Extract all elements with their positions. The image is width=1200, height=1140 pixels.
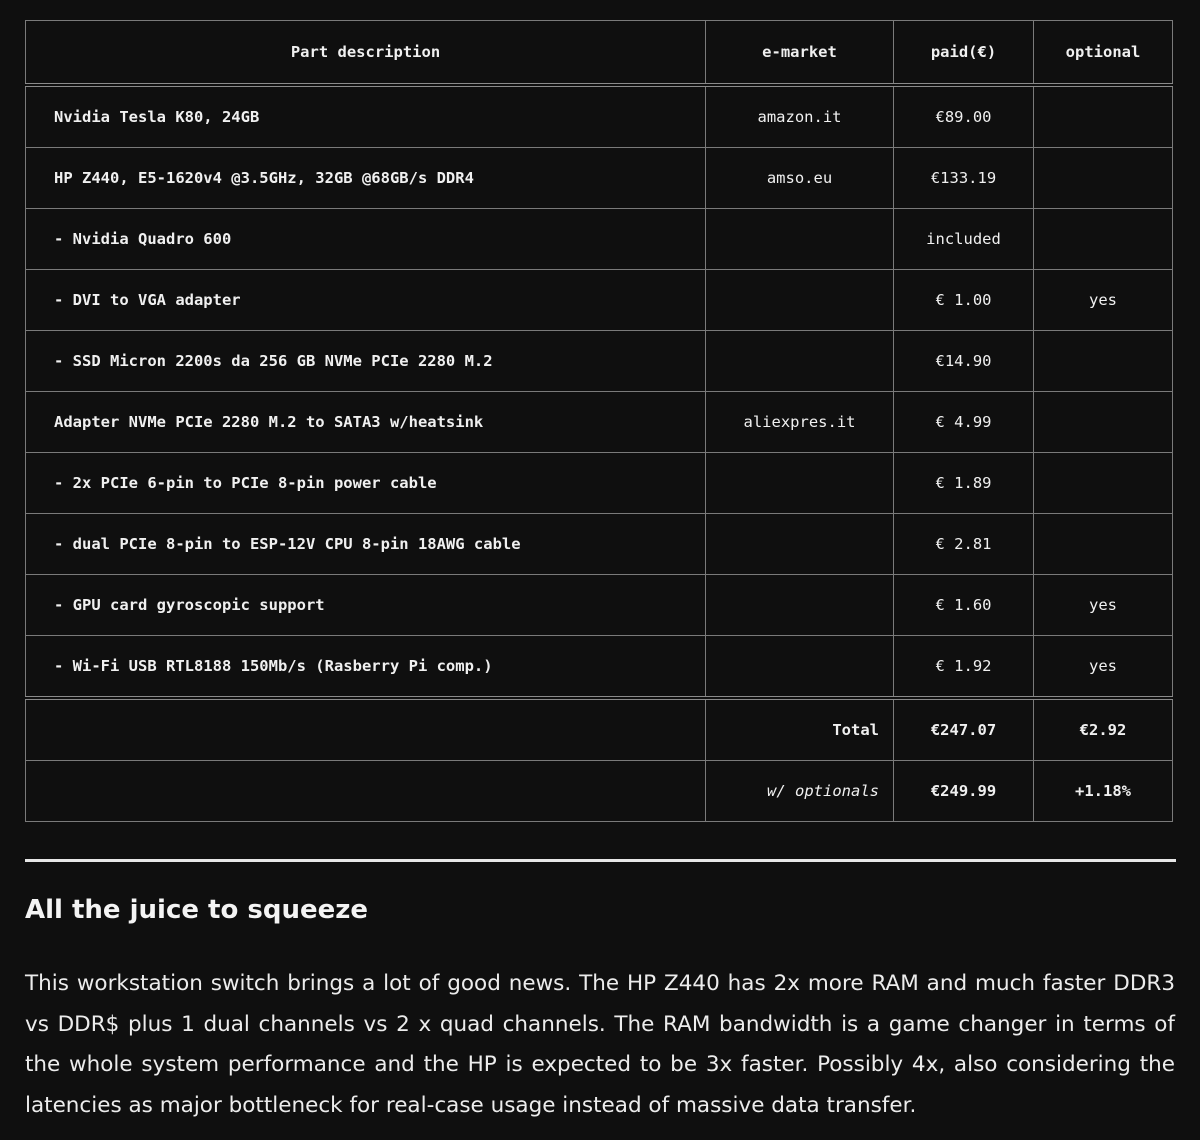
cell-description: - Wi-Fi USB RTL8188 150Mb/s (Rasberry Pi comp.) xyxy=(26,636,706,699)
cell-market xyxy=(706,514,894,575)
header-optional: optional xyxy=(1034,21,1173,86)
parts-table-container xyxy=(25,20,1175,822)
cell-description: - Nvidia Quadro 600 xyxy=(26,209,706,270)
section-paragraph: This workstation switch brings a lot of good news. The HP Z440 has 2x more RAM and much faster DDR3 vs DDR$ plus 1 dual channels vs 2 x quad channels. The RAM bandwidth is a game changer in terms of the whole system performance and the HP is expected to be 3x faster. Possibly 4x, also considering the latencies as major bottleneck for real-case usage instead of massive data transfer. xyxy=(25,971,1175,1118)
section-divider xyxy=(25,859,1176,862)
with-optionals-label: w/ optionals xyxy=(706,761,894,822)
cell-optional xyxy=(1034,514,1173,575)
table-row xyxy=(26,636,1173,699)
cell-market: aliexpres.it xyxy=(706,392,894,453)
header-paid: paid(€) xyxy=(894,21,1034,86)
cell-paid: €133.19 xyxy=(894,148,1034,209)
cell-market xyxy=(706,453,894,514)
table-row xyxy=(26,270,1173,331)
cell-optional xyxy=(1034,85,1173,148)
cell-description: Nvidia Tesla K80, 24GB xyxy=(26,85,706,148)
cell-paid: €89.00 xyxy=(894,85,1034,148)
cell-paid: € 1.89 xyxy=(894,453,1034,514)
cell-optional: yes xyxy=(1034,575,1173,636)
cell-optional xyxy=(1034,148,1173,209)
cell-paid: € 1.60 xyxy=(894,575,1034,636)
header-description: Part description xyxy=(26,21,706,86)
header-market: e-market xyxy=(706,21,894,86)
cell-description: - SSD Micron 2200s da 256 GB NVMe PCIe 2280 M.2 xyxy=(26,331,706,392)
cell-optional: yes xyxy=(1034,270,1173,331)
cell-market xyxy=(706,270,894,331)
cell-paid: € 1.92 xyxy=(894,636,1034,699)
table-row xyxy=(26,392,1173,453)
cell-market xyxy=(706,331,894,392)
with-optionals-row xyxy=(26,761,1173,822)
table-row xyxy=(26,209,1173,270)
cell-paid: € 1.00 xyxy=(894,270,1034,331)
cell-market: amso.eu xyxy=(706,148,894,209)
cell-optional xyxy=(1034,209,1173,270)
cell-paid: €14.90 xyxy=(894,331,1034,392)
total-optional: €2.92 xyxy=(1034,698,1173,761)
with-optionals-percent: +1.18% xyxy=(1034,761,1173,822)
cell-market xyxy=(706,636,894,699)
cell-description: - dual PCIe 8-pin to ESP-12V CPU 8-pin 18AWG cable xyxy=(26,514,706,575)
cell-market: amazon.it xyxy=(706,85,894,148)
cell-paid: € 4.99 xyxy=(894,392,1034,453)
cell-description: - 2x PCIe 6-pin to PCIe 8-pin power cable xyxy=(26,453,706,514)
total-row xyxy=(26,698,1173,761)
cell-market xyxy=(706,209,894,270)
with-optionals-paid: €249.99 xyxy=(894,761,1034,822)
total-label: Total xyxy=(706,698,894,761)
table-header-row xyxy=(26,21,1173,86)
cell-market xyxy=(706,575,894,636)
cell-optional xyxy=(1034,453,1173,514)
total-paid: €247.07 xyxy=(894,698,1034,761)
total-empty-cell xyxy=(26,698,706,761)
cell-optional: yes xyxy=(1034,636,1173,699)
with-optionals-empty-cell xyxy=(26,761,706,822)
table-row xyxy=(26,453,1173,514)
table-body xyxy=(26,85,1173,698)
cell-paid: included xyxy=(894,209,1034,270)
cell-optional xyxy=(1034,392,1173,453)
section-heading: All the juice to squeeze xyxy=(25,895,369,925)
cell-description: - DVI to VGA adapter xyxy=(26,270,706,331)
table-row xyxy=(26,575,1173,636)
table-row xyxy=(26,514,1173,575)
parts-table xyxy=(25,20,1173,822)
cell-optional xyxy=(1034,331,1173,392)
cell-description: Adapter NVMe PCIe 2280 M.2 to SATA3 w/heatsink xyxy=(26,392,706,453)
cell-paid: € 2.81 xyxy=(894,514,1034,575)
table-row xyxy=(26,331,1173,392)
table-row xyxy=(26,85,1173,148)
cell-description: - GPU card gyroscopic support xyxy=(26,575,706,636)
table-row xyxy=(26,148,1173,209)
cell-description: HP Z440, E5-1620v4 @3.5GHz, 32GB @68GB/s DDR4 xyxy=(26,148,706,209)
